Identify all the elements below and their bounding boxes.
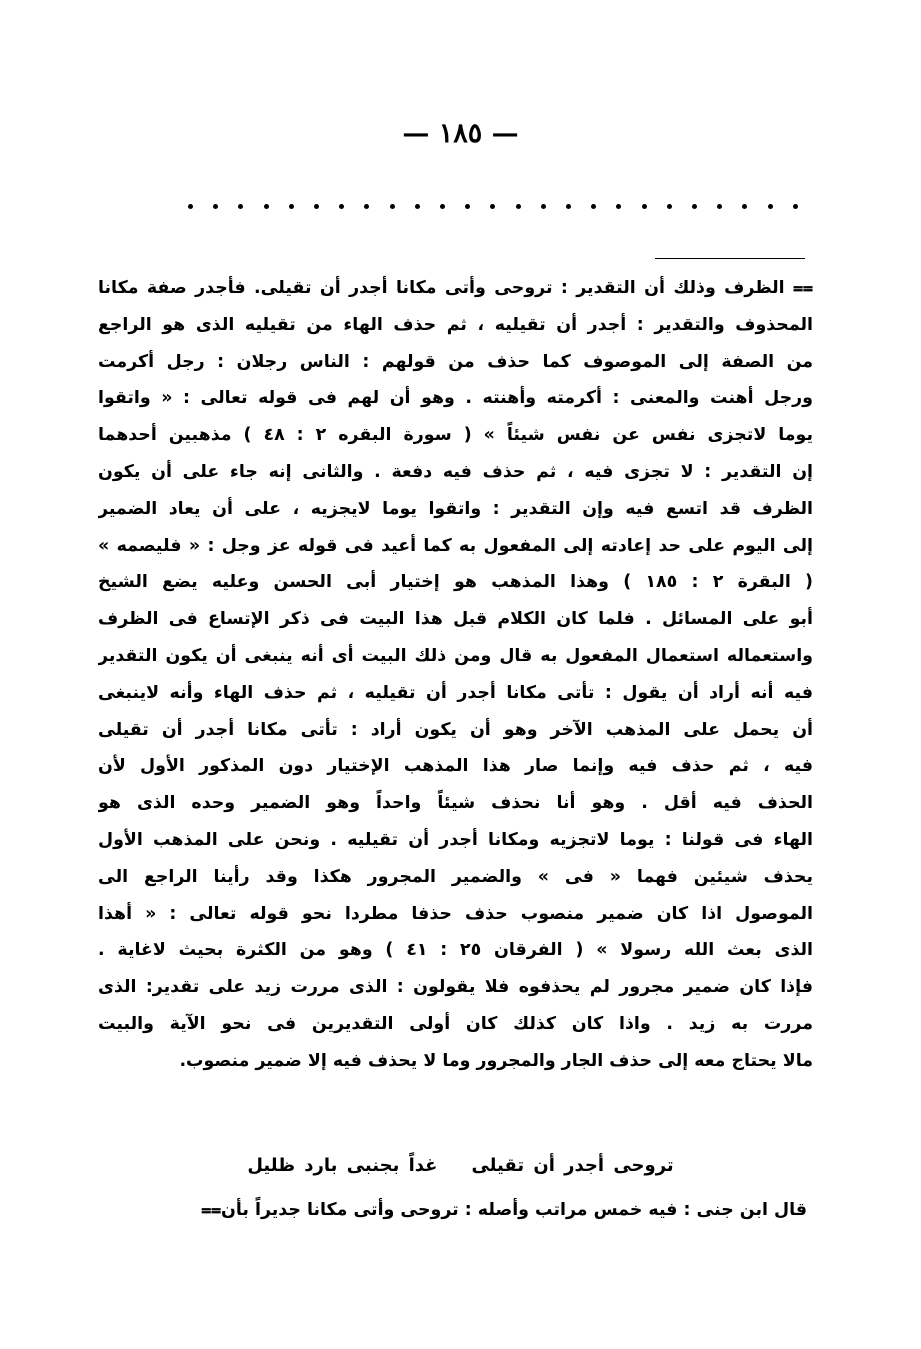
text-line: الحذف فيه أقل . وهو أنا نحذف شيئاً واحداً وهو الضمير وحده الذى هو bbox=[98, 793, 813, 814]
text-line: ( البقرة ٢ : ١٨٥ ) وهذا المذهب هو إختيار أبى الحسن وعليه يضع الشيخ bbox=[98, 572, 813, 593]
separator-dot bbox=[289, 204, 294, 209]
separator-dot bbox=[541, 204, 546, 209]
separator-dot bbox=[264, 204, 269, 209]
text-line: من الصفة إلى الموصوف كما حذف من قولهم : الناس رجلان : رجل أكرمت bbox=[98, 351, 813, 372]
text-line: يوما لاتجزى نفس عن نفس شيئاً » ( سورة البقره ٢ : ٤٨ ) مذهبين أحدهما bbox=[98, 425, 813, 446]
text-line: ⩵ الظرف وذلك أن التقدير : تروحى وأتى مكانا أجدر أن تقيلى. فأجدر صفة مكانا bbox=[98, 278, 813, 298]
separator-dot bbox=[415, 204, 420, 209]
dot-separator bbox=[188, 196, 798, 216]
separator-dot bbox=[440, 204, 445, 209]
text-line: الظرف قد اتسع فيه وإن التقدير : واتقوا يوما لايجزيه ، على أن يعاد الضمير bbox=[98, 498, 813, 519]
text-line: إن التقدير : لا تجزى فيه ، ثم حذف فيه دفعة . والثانى إنه جاء على أن يكون bbox=[98, 461, 813, 482]
verse-first-hemistich: تروحى أجدر أن تقيلى bbox=[471, 1155, 674, 1176]
separator-dot bbox=[591, 204, 596, 209]
separator-dot bbox=[667, 204, 672, 209]
separator-dot bbox=[465, 204, 470, 209]
body-text bbox=[98, 270, 813, 1080]
separator-dot bbox=[717, 204, 722, 209]
text-line: فإذا كان ضمير مجرور لم يحذفوه فلا يقولون : الذى مررت زيد على تقدير: الذى bbox=[98, 977, 813, 998]
poetry-verse bbox=[0, 1150, 921, 1182]
separator-dot bbox=[692, 204, 697, 209]
separator-dot bbox=[742, 204, 747, 209]
text-line: الهاء فى قولنا : يوما لاتجزيه ومكانا أجدر أن تقيليه . ونحن على المذهب الأول bbox=[98, 829, 813, 850]
text-line: ورجل أهنت والمعنى : أكرمته وأهنته . وهو أن لهم فى قوله تعالى : « واتقوا bbox=[98, 388, 813, 409]
separator-dot bbox=[616, 204, 621, 209]
separator-dot bbox=[793, 204, 798, 209]
separator-dot bbox=[213, 204, 218, 209]
separator-dot bbox=[566, 204, 571, 209]
separator-dot bbox=[188, 204, 193, 209]
separator-dot bbox=[490, 204, 495, 209]
text-line: واستعماله استعمال المفعول به قال ومن ذلك البيت أى أنه ينبغى أن يكون التقدير bbox=[98, 645, 813, 666]
page-number: — ١٨٥ — bbox=[402, 118, 519, 149]
text-line: أبو على المسائل . فلما كان الكلام قبل هذا البيت فى ذكر الإتساع فى الظرف bbox=[98, 609, 813, 630]
text-line: الذى بعث الله رسولا » ( الفرقان ٢٥ : ٤١ ) وهو من الكثرة بحيث لاغاية . bbox=[98, 940, 813, 961]
separator-dot bbox=[390, 204, 395, 209]
continuation-line: قال ابن جنى : فيه خمس مراتب وأصله : تروحى وأتى مكانا جديراً بأن⩵ bbox=[201, 1200, 807, 1220]
text-line: الموصول اذا كان ضمير منصوب حذف حذفا مطردا نحو قوله تعالى : « أهذا bbox=[98, 903, 813, 924]
separator-dot bbox=[364, 204, 369, 209]
separator-dot bbox=[516, 204, 521, 209]
separator-dot bbox=[768, 204, 773, 209]
text-line: إلى اليوم على حد إعادته إلى المفعول به كما أعيد فى قوله عز وجل : « فليصمه » bbox=[98, 535, 813, 556]
separator-dot bbox=[238, 204, 243, 209]
text-line: مالا يحتاج معه إلى حذف الجار والمجرور وما لا يحذف فيه إلا ضمير منصوب. bbox=[179, 1050, 813, 1071]
text-line: أن يحمل على المذهب الآخر وهو أن يكون أراد : تأتى مكانا أجدر أن تقيلى bbox=[98, 719, 813, 740]
verse-second-hemistich: غداً بجنبى بارد ظليل bbox=[247, 1155, 438, 1176]
text-line: مررت به زيد . واذا كان كذلك كان أولى التقديرين فى نحو الآية والبيت bbox=[98, 1013, 813, 1034]
text-line: المحذوف والتقدير : أجدر أن تقيليه ، ثم حذف الهاء من تقيليه الذى هو الراجع bbox=[98, 314, 813, 335]
separator-dot bbox=[314, 204, 319, 209]
separator-dot bbox=[339, 204, 344, 209]
text-line: فيه أنه أراد أن يقول : تأتى مكانا أجدر أن تقيليه ، ثم حذف الهاء وأنه لاينبغى bbox=[98, 682, 813, 703]
text-line: يحذف شيئين فهما « فى » والضمير المجرور هكذا وقد رأينا الراجع الى bbox=[98, 866, 813, 887]
text-line: فيه ، ثم حذف فيه وإنما صار هذا المذهب الإختيار دون المذكور الأول لأن bbox=[98, 756, 813, 777]
footnote-rule bbox=[655, 258, 805, 259]
separator-dot bbox=[642, 204, 647, 209]
